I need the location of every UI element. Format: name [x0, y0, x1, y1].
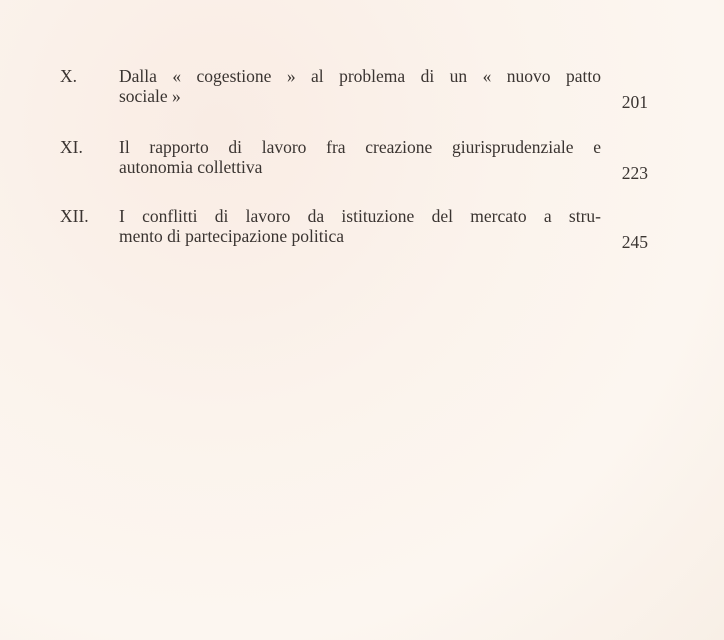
chapter-numeral: X.	[60, 66, 78, 86]
chapter-numeral: XI.	[60, 137, 83, 157]
title-line: Dalla « cogestione » al problema di un « nuovo patto	[119, 66, 601, 86]
title-line: I conflitti di lavoro da istituzione del mercato a stru-	[119, 206, 601, 226]
chapter-numeral: XII.	[60, 206, 89, 226]
chapter-title	[119, 66, 601, 106]
page-number: 223	[621, 163, 648, 183]
title-line: Il rapporto di lavoro fra creazione giurisprudenziale e	[119, 137, 601, 157]
title-line: sociale »	[119, 86, 181, 106]
page-number: 201	[621, 92, 648, 112]
chapter-title	[119, 137, 601, 177]
title-line: mento di partecipazione politica	[119, 226, 344, 246]
chapter-title	[119, 206, 601, 246]
page-number: 245	[621, 232, 648, 252]
title-line: autonomia collettiva	[119, 157, 263, 177]
